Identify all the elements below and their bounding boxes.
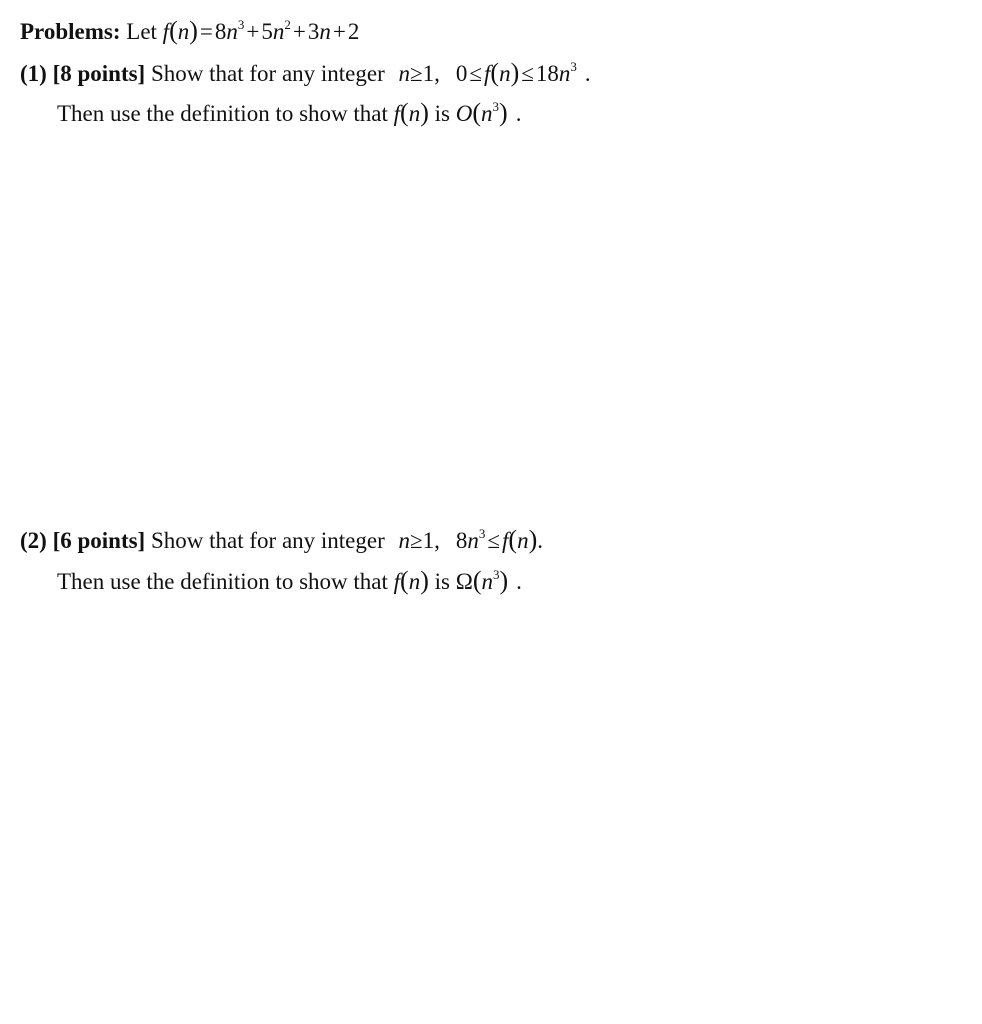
plus-2: + (292, 19, 306, 44)
problem-2-label: (2) [6 points] (20, 528, 146, 553)
problem-1-label: (1) [8 points] (20, 61, 146, 86)
plus-1: + (246, 19, 260, 44)
problem-2-statement (20, 525, 543, 556)
plus-3: + (332, 19, 346, 44)
p1-bound-coef: 18 (535, 61, 559, 86)
term1-coef: 8 (214, 19, 227, 44)
term2-coef: 5 (261, 19, 273, 44)
p2-le: ≤ (487, 528, 501, 553)
p2-big-lp: ( (472, 566, 482, 595)
p2-then-rp: ) (420, 566, 429, 595)
p1-is-word: is (434, 101, 450, 126)
problem-2-text: Show that for any integer (150, 528, 385, 553)
p2-lhs-exp: 3 (478, 526, 486, 541)
problem-1-statement (20, 58, 591, 89)
p2-then-n: n (408, 569, 421, 594)
p2-big-exp: 3 (492, 567, 500, 582)
term1-var: n (226, 19, 238, 44)
term2-exp: 2 (284, 17, 291, 32)
p1-end: . (515, 101, 522, 126)
p1-period: . (584, 61, 591, 86)
problem-2-then (57, 566, 522, 597)
p2-period: . (537, 528, 543, 553)
p1-big-exp: 3 (492, 99, 500, 114)
p1-rp: ) (510, 58, 520, 87)
p2-is-word: is (434, 569, 450, 594)
p2-rp: ) (528, 525, 538, 554)
p2-lp: ( (508, 525, 518, 554)
p1-big-rp: ) (499, 98, 508, 127)
p1-fn-n: n (499, 61, 511, 86)
p1-zero: 0 (455, 61, 468, 86)
p2-fn-n: n (517, 528, 529, 553)
p1-lp: ( (490, 58, 500, 87)
p1-then-rp: ) (420, 98, 429, 127)
p2-lhs-coef: 8 (455, 528, 468, 553)
p2-lhs-var: n (467, 528, 479, 553)
p2-big-var: n (481, 569, 493, 594)
problem-1-then (57, 98, 521, 129)
p2-end: . (516, 569, 522, 594)
fn-rparen: ) (189, 16, 198, 45)
problems-label: Problems: (20, 19, 121, 44)
p1-f: f (484, 61, 491, 86)
p1-big-lp: ( (472, 98, 482, 127)
term3-var: n (319, 19, 331, 44)
p2-then-text: Then use the definition to show that (57, 569, 388, 594)
let-word: Let (126, 19, 157, 44)
term4: 2 (347, 19, 360, 44)
p1-then-lp: ( (400, 98, 409, 127)
big-omega-symbol: Ω (455, 569, 473, 594)
p2-big-rp: ) (499, 566, 509, 595)
equals-sign: = (199, 19, 213, 44)
term3-coef: 3 (307, 19, 320, 44)
p1-then-f: f (393, 101, 401, 126)
fn-n: n (177, 19, 190, 44)
p1-bound-var: n (558, 61, 571, 86)
p1-then-n: n (408, 101, 421, 126)
term1-exp: 3 (237, 17, 245, 32)
p1-n: n (398, 61, 411, 86)
p2-f: f (502, 528, 509, 553)
function-definition (162, 16, 360, 45)
p1-le2: ≤ (521, 61, 534, 86)
big-o-symbol: O (455, 101, 473, 126)
p1-cond: ≥1, (410, 61, 440, 86)
problem-1-text: Show that for any integer (150, 61, 385, 86)
p2-n: n (398, 528, 411, 553)
term2-var: n (272, 19, 285, 44)
problems-header (20, 16, 359, 47)
p2-then-lp: ( (400, 566, 409, 595)
p2-then-f: f (393, 569, 401, 594)
p1-then-text: Then use the definition to show that (57, 101, 388, 126)
p1-big-var: n (481, 101, 493, 126)
fn-f: f (162, 19, 170, 44)
p1-bound-exp: 3 (570, 59, 577, 74)
p1-le1: ≤ (469, 61, 483, 86)
fn-lparen: ( (169, 16, 178, 45)
p2-cond: ≥1, (410, 528, 440, 553)
